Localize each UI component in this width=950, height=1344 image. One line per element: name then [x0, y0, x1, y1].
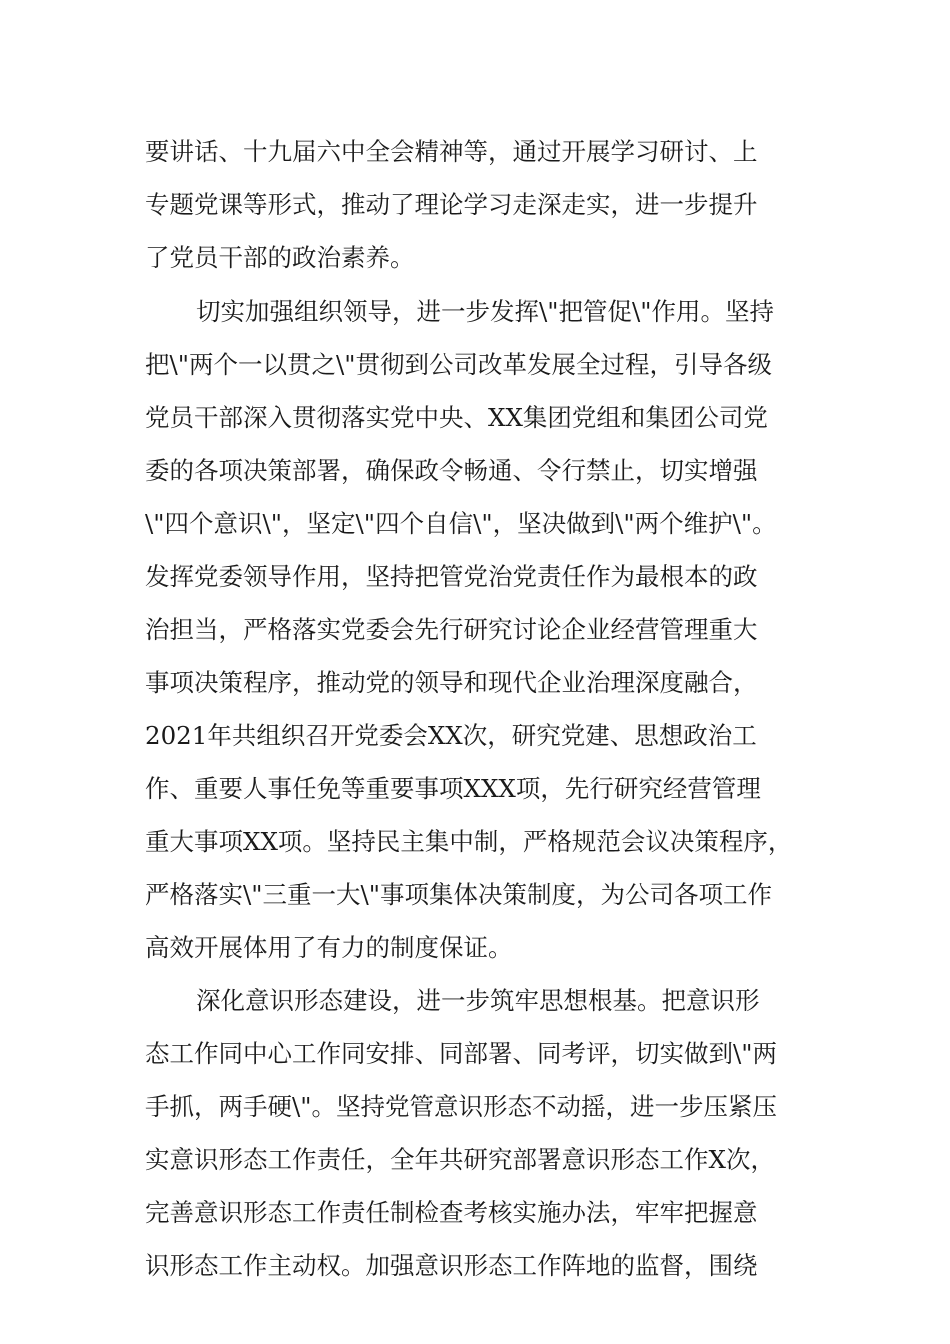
text-line: 党员干部深入贯彻落实党中央、XX集团党组和集团公司党 [145, 403, 768, 432]
text-line: 发挥党委领导作用，坚持把管党治党责任作为最根本的政 [145, 562, 758, 591]
text-line: 识形态工作主动权。加强意识形态工作阵地的监督，围绕 [145, 1251, 758, 1280]
text-line: 2021年共组织召开党委会XX次，研究党建、思想政治工 [145, 721, 757, 750]
text-line: 事项决策程序，推动党的领导和现代企业治理深度融合， [145, 668, 758, 697]
text-line: 了党员干部的政治素养。 [145, 243, 415, 272]
text-line: 高效开展体用了有力的制度保证。 [145, 933, 513, 962]
text-line: 要讲话、十九届六中全会精神等，通过开展学习研讨、上 [145, 137, 758, 166]
text-line: 完善意识形态工作责任制检查考核实施办法，牢牢把握意 [145, 1198, 758, 1227]
text-line: \"四个意识\"，坚定\"四个自信\"，坚决做到\"两个维护\"。 [145, 509, 777, 538]
paragraph-start-line: 切实加强组织领导，进一步发挥\"把管促\"作用。坚持 [196, 297, 775, 326]
text-line: 把\"两个一以贯之\"贯彻到公司改革发展全过程，引导各级 [145, 350, 773, 379]
text-line: 严格落实\"三重一大\"事项集体决策制度，为公司各项工作 [145, 880, 773, 909]
text-line: 重大事项XX项。坚持民主集中制，严格规范会议决策程序， [145, 827, 793, 856]
text-line: 态工作同中心工作同安排、同部署、同考评，切实做到\"两 [145, 1039, 778, 1068]
text-line: 专题党课等形式，推动了理论学习走深走实，进一步提升 [145, 190, 758, 219]
text-line: 治担当，严格落实党委会先行研究讨论企业经营管理重大 [145, 615, 758, 644]
text-line: 委的各项决策部署，确保政令畅通、令行禁止，切实增强 [145, 456, 758, 485]
text-line: 实意识形态工作责任，全年共研究部署意识形态工作X次， [145, 1145, 775, 1174]
paragraph-start-line: 深化意识形态建设，进一步筑牢思想根基。把意识形 [196, 986, 760, 1015]
text-line: 作、重要人事任免等重要事项XXX项，先行研究经营管理 [145, 774, 761, 803]
text-line: 手抓，两手硬\"。坚持党管意识形态不动摇，进一步压紧压 [145, 1092, 778, 1121]
